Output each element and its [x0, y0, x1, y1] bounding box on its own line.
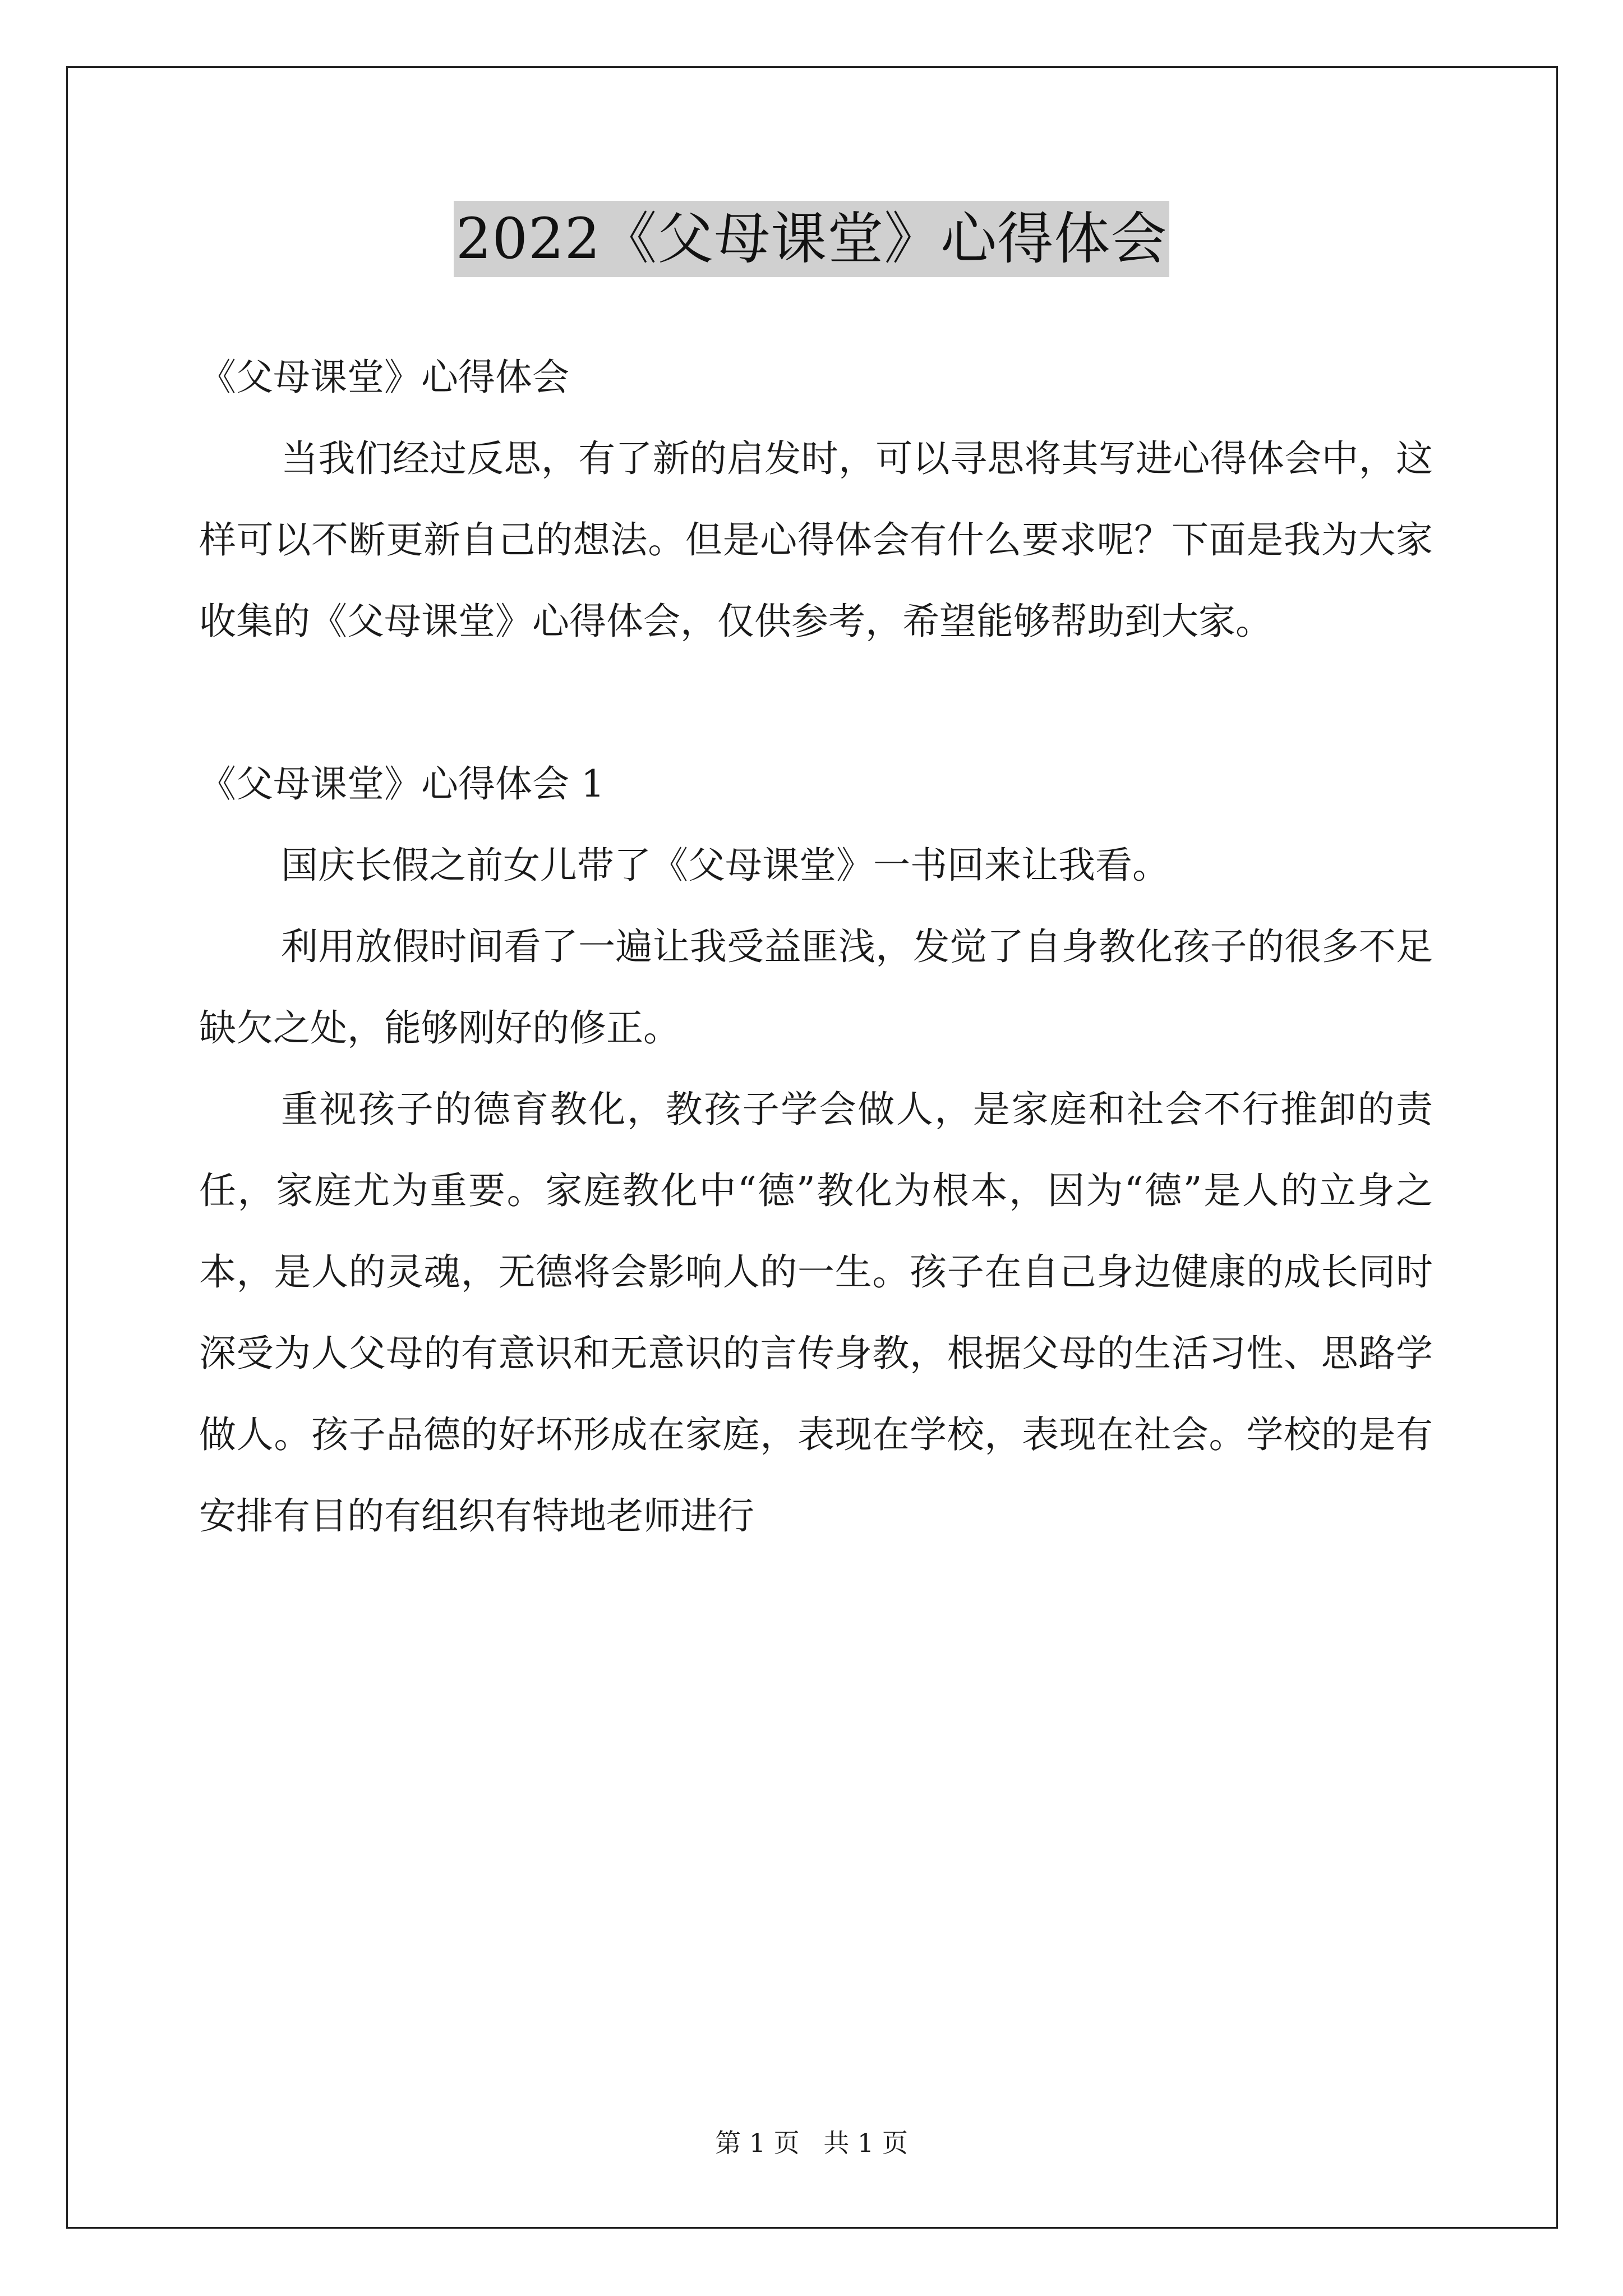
body-paragraph-2: 利用放假时间看了一遍让我受益匪浅，发觉了自身教化孩子的很多不足缺欠之处，能够刚好的修正。 — [199, 925, 1433, 1050]
document-body — [199, 337, 1433, 1557]
body-paragraph-1: 国庆长假之前女儿带了《父母课堂》一书回来让我看。 — [281, 844, 1169, 887]
body-paragraph-3: 重视孩子的德育教化，教孩子学会做人，是家庭和社会不行推卸的责任，家庭尤为重要。家庭教化中“德”教化为根本，因为“德”是人的立身之本，是人的灵魂，无德将会影响人的一生。孩子在自己身边健康的成长同时深受为人父母的有意识和无意识的言传身教，根据父母的生活习性、思路学做人。孩子品德的好坏形成在家庭，表现在学校，表现在社会。学校的是有安排有目的有组织有特地老师进行 — [199, 1088, 1433, 1538]
page-total: 共 1 页 — [823, 2128, 908, 2158]
section-heading: 《父母课堂》心得体会 1 — [199, 762, 605, 806]
document-title: 2022《父母课堂》心得体会 — [454, 201, 1170, 277]
section-spacer — [199, 662, 1433, 743]
subtitle-heading: 《父母课堂》心得体会 — [199, 356, 569, 399]
page-footer — [0, 2126, 1623, 2160]
intro-paragraph: 当我们经过反思，有了新的启发时，可以寻思将其写进心得体会中，这样可以不断更新自己的想法。但是心得体会有什么要求呢？下面是我为大家收集的《父母课堂》心得体会，仅供参考，希望能够帮助到大家。 — [199, 437, 1433, 643]
page-number: 第 1 页 — [715, 2128, 800, 2158]
title-container — [0, 201, 1623, 277]
